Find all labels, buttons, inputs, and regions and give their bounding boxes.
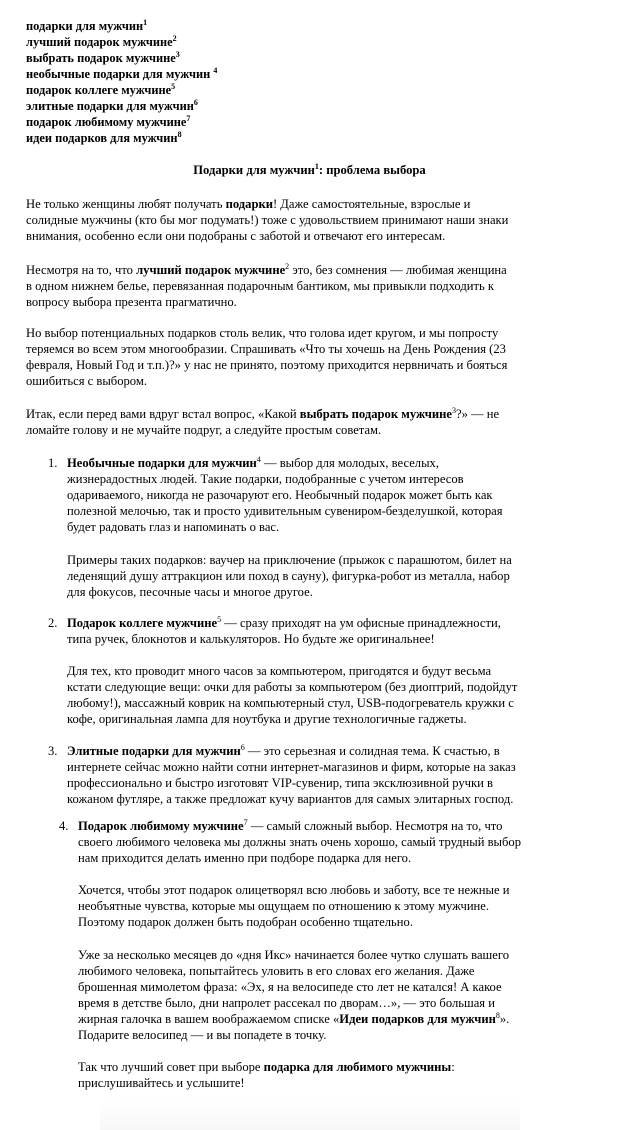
intro-line: февраля, Новый Год и т.п.)?» у нас не принято, поэтому приходится нервничать и бояться [26,358,508,372]
intro-line: вопросу выбора презента прагматично. [26,295,237,309]
list-item-line: Уже за несколько месяцев до «дня Икс» начинается более чутко слушать вашего [78,948,509,962]
list-number: 3. [48,744,58,758]
list-item-line: жирная галочка в вашем воображаемом списке «Идеи подарков для мужчин$^8$». [78,1011,510,1026]
intro-line: теряемся во всем этом многообразии. Спрашивать «Что ты хочешь на День Рождения (23 [26,342,506,356]
intro-line: в одном нижнем белье, перевязанная подарочным бантиком, мы привыкли подходить к [26,279,495,293]
list-item-line: Так что лучший совет при выборе подарка для любимого мужчины: [78,1060,455,1074]
intro-line: Несмотря на то, что лучший подарок мужчине$^2$ это, без сомнения — любимая женщина [26,262,507,277]
list-item-line: полезной мелочью, так и просто удивительным сувениром-безделушкой, которая [67,504,503,518]
list-item-line: Подарите велосипед — и вы попадете в точку. [78,1028,327,1042]
keyword-item: подарок коллеге мужчине$^5$ [26,82,176,97]
keyword-item: необычные подарки для мужчин $^4$ [26,66,218,81]
list-item-line: нам приходится делать именно при подборе подарка для него. [78,851,412,865]
list-item-line: Хочется, чтобы этот подарок олицетворял всю любовь и заботу, все те нежные и [78,883,510,897]
list-item-line: Подарок коллеге мужчине$^5$ — сразу приходят на ум офисные принадлежности, [67,615,501,630]
keyword-item: лучший подарок мужчине$^2$ [26,34,177,49]
list-item-line: жизнерадостных людей. Такие подарки, подобранные с учетом интересов [67,472,464,486]
intro-line: ошибиться с выбором. [26,374,147,388]
list-number: 1. [48,456,58,470]
list-item-line: Для тех, кто проводит много часов за компьютером, пригодятся и будут весьма [67,664,492,678]
list-item-line: Элитные подарки для мужчин$^6$ — это серьезная и солидная тема. К счастью, в [67,743,500,758]
list-item-line: для фокусов, песочные часы и многое другое. [67,585,313,599]
intro-line: ломайте голову и не мучайте подруг, а следуйте простым советам. [26,423,382,437]
list-item-line: кофе, оригинальная лампа для ноутбука и другие технологичные гаджеты. [67,712,467,726]
list-item-line: профессионально и быстро изготовят VIP-сувенир, типа эксклюзивной ручки в [67,776,493,790]
list-item-line: прислушивайтесь и услышите! [78,1076,245,1090]
list-item-line: любому!), массажный коврик на компьютерный стул, USB-подогреватель кружки с [67,696,514,710]
list-item-line: Подарок любимому мужчине$^7$ — самый сложный выбор. Несмотря на то, что [78,818,503,833]
keyword-item: подарок любимому мужчине$^7$ [26,114,191,129]
list-item-line: кожаном футляре, а также предложат кучу вариантов для самых элитарных господ. [67,792,514,806]
keyword-item: идеи подарков для мужчин$^8$ [26,130,182,145]
list-item-line: брошенная мимолетом фраза: «Эх, я на велосипеде сто лет не катался! А какое [78,980,502,994]
keyword-item: подарки для мужчин$^1$ [26,18,148,33]
intro-line: Но выбор потенциальных подарков столь велик, что голова идет кругом, и мы попросту [26,326,499,340]
intro-line: внимания, особенно если они подобраны с заботой и отвечают его интересам. [26,229,446,243]
list-number: 2. [48,616,58,630]
keyword-list [26,18,217,146]
list-item-line: будет радовать глаз и напоминать о вас. [67,520,280,534]
list-item-line: Поэтому подарок должен быть подобран особенно тщательно. [78,915,413,929]
intro-line: солидные мужчины (кто бы мог подумать!) тоже с удовольствием принимают наши знаки [26,213,509,227]
list-item-line: типа ручек, блокнотов и калькуляторов. Но будьте же оригинальнее! [67,632,435,646]
list-number: 4. [59,819,69,833]
intro-line: Не только женщины любят получать подарки! Даже самостоятельные, взрослые и [26,197,471,211]
list-item-line: кстати следующие вещи: очки для работы за компьютером (без диоптрий, подойдут [67,680,518,694]
list-item-line: любимого человека, попытайтесь уловить в его словах его желания. Даже [78,964,475,978]
keyword-item: выбрать подарок мужчине$^3$ [26,50,180,65]
list-item-line: время в детстве было, дни напролет рассекал по дворам…», — это большая и [78,996,495,1010]
list-item-line: леденящий душу аттракцион или поход в сауну), фигурка-робот из металла, набор [67,569,510,583]
keyword-item: элитные подарки для мужчин$^6$ [26,98,198,113]
list-item-line: интернете сейчас можно найти сотни интернет-магазинов и фирм, которые на заказ [67,760,516,774]
list-item-line: Примеры таких подарков: ваучер на приключение (прыжок с парашютом, билет на [67,553,512,567]
list-item-line: одариваемого, никогда не разочаруют его. Необычный подарок может быть как [67,488,493,502]
list-item-line: Необычные подарки для мужчин$^4$ — выбор для молодых, веселых, [67,455,439,470]
list-item-line: своего любимого человека мы должны знать очень хорошо, самый трудный выбор [78,835,522,849]
page-bottom-shading [100,1100,520,1130]
intro-line: Итак, если перед вами вдруг встал вопрос, «Какой выбрать подарок мужчине$^3$?» — не [26,406,500,421]
list-item-line: необъятные чувства, которые мы ощущаем по отношению к этому мужчине. [78,899,490,913]
article-title: Подарки для мужчин$^1$: проблема выбора [193,162,426,177]
